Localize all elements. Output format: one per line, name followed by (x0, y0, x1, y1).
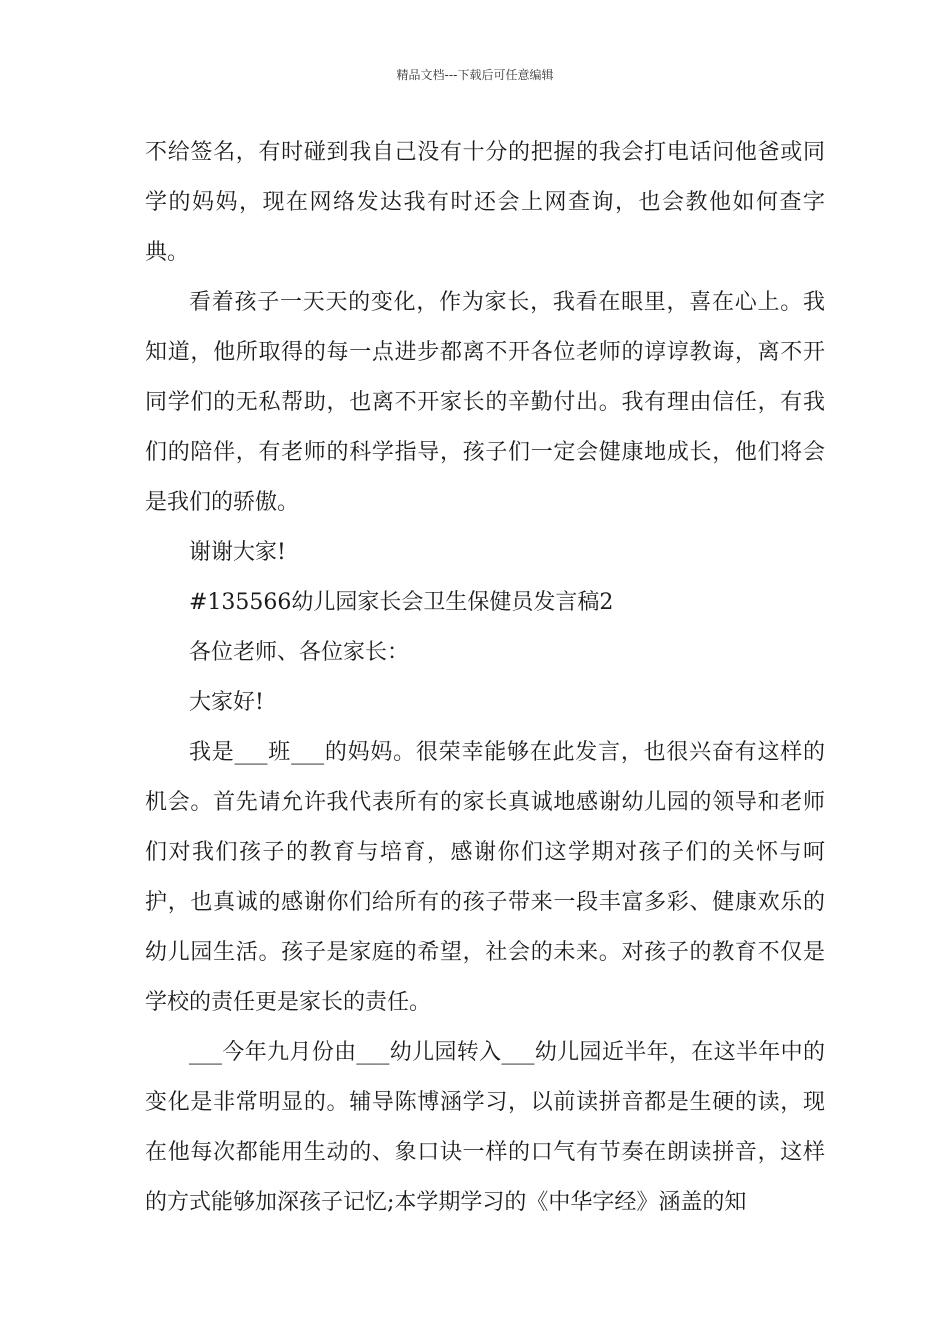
paragraph-7: 我是___班___的妈妈。很荣幸能够在此发言，也很兴奋有这样的机会。首先请允许我代表所有的家长真诚地感谢幼儿园的领导和老师们对我们孩子的教育与培育，感谢你们这学期对孩子们的关怀与呵护，也真诚的感谢你们给所有的孩子带来一段丰富多彩、健康欢乐的幼儿园生活。孩子是家庭的希望，社会的未来。对孩子的教育不仅是学校的责任更是家长的责任。 (145, 740, 825, 1015)
document-body (145, 128, 825, 1228)
paragraph-1: 不给签名，有时碰到我自己没有十分的把握的我会打电话问他爸或同学的妈妈，现在网络发达我有时还会上网查询，也会教他如何查字典。 (145, 140, 825, 265)
paragraph-5-salutation: 各位老师、各位家长： (189, 640, 410, 665)
paragraph-2: 看着孩子一天天的变化，作为家长，我看在眼里，喜在心上。我知道，他所取得的每一点进步都离不开各位老师的谆谆教诲，离不开同学们的无私帮助，也离不开家长的辛勤付出。我有理由信任，有我们的陪伴，有老师的科学指导，孩子们一定会健康地成长，他们将会是我们的骄傲。 (145, 290, 825, 515)
paragraph-6-greeting: 大家好! (189, 690, 264, 715)
paragraph-4-title: #135566幼儿园家长会卫生保健员发言稿2 (189, 590, 614, 615)
page-header: 精品文档---下载后可任意编辑 (396, 68, 554, 82)
paragraph-3: 谢谢大家! (189, 540, 286, 565)
paragraph-8: ___今年九月份由___幼儿园转入___幼儿园近半年，在这半年中的变化是非常明显的。辅导陈博涵学习，以前读拼音都是生硬的读，现在他每次都能用生动的、象口诀一样的口气有节奏在朗读拼音，这样的方式能够加深孩子记忆;本学期学习的《中华字经》涵盖的知 (145, 1040, 825, 1215)
